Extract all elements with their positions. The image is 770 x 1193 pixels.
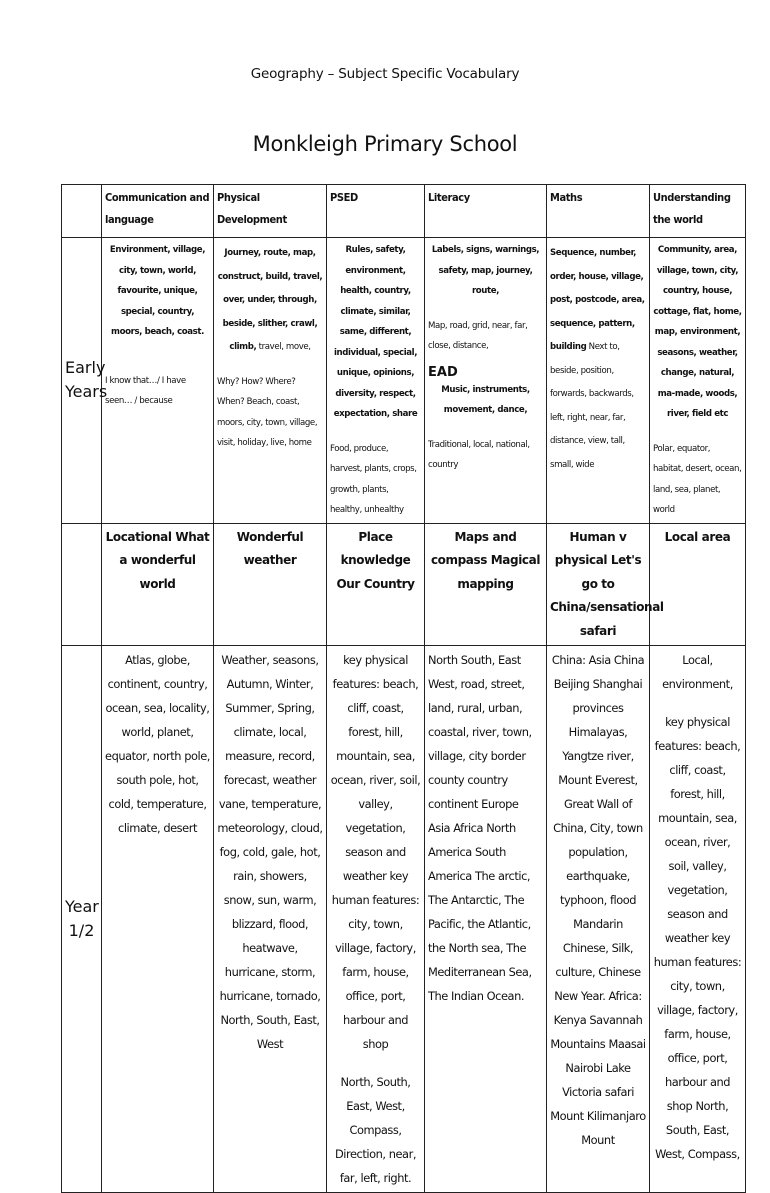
header-maths: Maths: [547, 185, 650, 238]
early-years-row: [62, 238, 746, 524]
ey-physical-bold-wrap: [217, 240, 323, 358]
year-1-2-row: [62, 646, 746, 1193]
ey-physical-plain: Why? How? Where? When? Beach, coast, moors, city, town, village, visit, holiday, live, home: [217, 376, 318, 448]
header-understanding: Understanding the world: [650, 185, 746, 238]
y12-understanding-text-2: key physical features: beach, cliff, coast, forest, hill, mountain, sea, ocean, river, soil, valley, vegetation, season and weather key human features: city, town, village, factory, farm, house, office, port, harbour and shop North, South, East, West, Compass,: [653, 715, 742, 1161]
ey-maths-text: [550, 240, 646, 475]
topic-weather: Wonderful weather: [214, 523, 327, 646]
ey-physical-cell: [214, 238, 327, 524]
y12-literacy-cell: North South, East West, road, street, land, rural, urban, coastal, river, town, village, city border county country continent Europe Asia Africa North America South America The arctic, The Antarctic, The Pacific, the Atlantic, the North sea, The Mediterranean Sea, The Indian Ocean.: [425, 646, 547, 1193]
header-communication: Communication and language: [102, 185, 214, 238]
topic-local-area: Local area: [650, 523, 746, 646]
ey-maths-cell: [547, 238, 650, 524]
topic-place-knowledge: Place knowledge Our Country: [327, 523, 425, 646]
y12-physical-cell: Weather, seasons, Autumn, Winter, Summer, Spring, climate, local, measure, record, forecast, weather vane, temperature, meteorology, cloud, fog, cold, gale, hot, rain, showers, snow, sun, warm, blizzard, flood, heatwave, hurricane, storm, hurricane, tornado, North, South, East, West: [214, 646, 327, 1193]
y12-communication-cell: Atlas, globe, continent, country, ocean, sea, locality, world, planet, equator, north pole, south pole, hot, cold, temperature, climate, desert: [102, 646, 214, 1193]
ey-understanding-bold: Community, area, village, town, city, country, house, cottage, flat, home, map, environment, seasons, weather, change, natural, ma-made, woods, river, field etc: [653, 245, 742, 419]
topic-corner-cell: [62, 523, 102, 646]
ey-comm-plain: I know that…/ I have seen… / because: [105, 375, 186, 406]
topic-human-physical: Human v physical Let's go to China/sensational safari: [547, 523, 650, 646]
ey-comm-bold: Environment, village, city, town, world, favourite, unique, special, country, moors, beach, coast.: [109, 245, 206, 337]
topic-maps-compass: Maps and compass Magical mapping: [425, 523, 547, 646]
header-row: [62, 185, 746, 238]
ey-maths-bold: Sequence, number, order, house, village, post, postcode, area, sequence, pattern, building: [550, 248, 645, 352]
y12-understanding-text: Local, environment,: [662, 653, 733, 691]
y12-psed-text-2: North, South, East, West, Compass, Direction, near, far, left, right.: [334, 1075, 416, 1185]
ey-ead-plain: Traditional, local, national, country: [428, 439, 530, 470]
school-title: Monkleigh Primary School: [252, 132, 518, 156]
ey-physical-inline: travel, move,: [256, 342, 311, 352]
ey-understanding-plain: Polar, equator, habitat, desert, ocean, land, sea, planet, world: [653, 443, 742, 515]
y12-psed-cell: [327, 646, 425, 1193]
topic-locational: Locational What a wonderful world: [102, 523, 214, 646]
vocabulary-table: [61, 184, 746, 1193]
ey-communication-cell: [102, 238, 214, 524]
ey-literacy-plain: Map, road, grid, near, far, close, distance,: [428, 320, 528, 351]
header-literacy: Literacy: [425, 185, 547, 238]
ey-psed-plain: Food, produce, harvest, plants, crops, growth, plants, healthy, unhealthy: [330, 443, 417, 515]
y12-understanding-cell: [650, 646, 746, 1193]
document-subtitle: Geography – Subject Specific Vocabulary: [250, 66, 520, 82]
ead-heading: EAD: [428, 364, 458, 380]
ey-maths-plain: Next to, beside, position, forwards, backwards, left, right, near, far, distance, view, tall, small, wide: [550, 342, 634, 470]
ey-ead-bold: Music, instruments, movement, dance,: [441, 384, 530, 415]
ey-literacy-cell: [425, 238, 547, 524]
header-psed: PSED: [327, 185, 425, 238]
y12-psed-text: key physical features: beach, cliff, coast, forest, hill, mountain, sea, ocean, river, soil, valley, vegetation, season and weather key human features: city, town, village, factory, farm, house, office, port, harbour and shop: [330, 653, 421, 1051]
ey-physical-bold: Journey, route, map, construct, build, travel, over, under, through, beside, slither, crawl, climb,: [217, 248, 323, 352]
row-label-early-years: Early Years: [62, 238, 102, 524]
ey-psed-cell: [327, 238, 425, 524]
header-physical: Physical Development: [214, 185, 327, 238]
y12-maths-cell: China: Asia China Beijing Shanghai provinces Himalayas, Yangtze river, Mount Everest, Great Wall of China, City, town population, earthquake, typhoon, flood Mandarin Chinese, Silk, culture, Chinese New Year. Africa: Kenya Savannah Mountains Maasai Nairobi Lake Victoria safari Mount Kilimanjaro Mount: [547, 646, 650, 1193]
ey-literacy-bold: Labels, signs, warnings, safety, map, journey, route,: [431, 245, 540, 296]
ey-understanding-cell: [650, 238, 746, 524]
topic-row: [62, 523, 746, 646]
row-label-year-1-2: Year 1/2: [62, 646, 102, 1193]
corner-cell: [62, 185, 102, 238]
ey-psed-bold: Rules, safety, environment, health, country, climate, similar, same, different, individual, special, unique, opinions, diversity, respect, expectation, share: [333, 245, 418, 419]
